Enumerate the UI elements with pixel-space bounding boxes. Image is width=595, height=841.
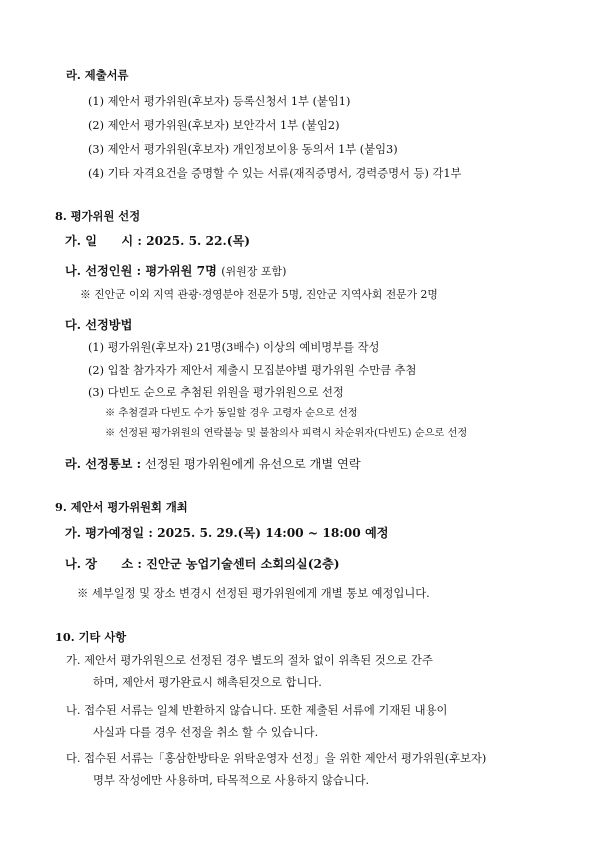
committee-date: 가. 평가예정일 : 2025. 5. 29.(목) 14:00 ~ 18:00 예정	[65, 526, 389, 540]
submission-item: (3) 제안서 평가위원(후보자) 개인정보이용 동의서 1부 (붙임3)	[88, 143, 398, 156]
submission-item: (1) 제안서 평가위원(후보자) 등록신청서 1부 (붙임1)	[88, 95, 351, 108]
submission-item: (4) 기타 자격요건을 증명할 수 있는 서류(재직증명서, 경력증명서 등) 각1부	[88, 167, 462, 180]
other-item-na-line2: 사실과 다를 경우 선정을 취소 할 수 있습니다.	[93, 726, 319, 739]
selection-count-label: 나. 선정인원 : 평가위원 7명	[65, 264, 217, 278]
submission-item: (2) 제안서 평가위원(후보자) 보안각서 1부 (붙임2)	[88, 119, 340, 132]
committee-note: ※ 세부일정 및 장소 변경시 선정된 평가위원에게 개별 통보 예정입니다.	[77, 587, 430, 600]
section-heading-9: 9. 제안서 평가위원회 개최	[55, 500, 188, 514]
selection-method-heading: 다. 선정방법	[65, 318, 133, 332]
selection-count	[65, 264, 286, 279]
other-item-ga-line1: 가. 제안서 평가위원으로 선정된 경우 별도의 절차 없이 위촉된 것으로 간주	[66, 654, 433, 667]
selection-method-note: ※ 선정된 평가위원의 연락불능 및 불참의사 피력시 차순위자(다빈도) 순으로 선정	[105, 428, 468, 439]
other-item-da-line1: 다. 접수된 서류는「홍삼한방타운 위탁운영자 선정」을 위한 제안서 평가위원(후보자)	[66, 752, 487, 765]
selection-notice-label: 라. 선정통보 :	[65, 457, 142, 471]
selection-method-item: (3) 다빈도 순으로 추첨된 위원을 평가위원으로 선정	[88, 386, 344, 399]
other-item-ga-line2: 하며, 제안서 평가완료시 해촉된것으로 합니다.	[93, 676, 322, 689]
selection-method-item: (2) 입찰 참가자가 제안서 제출시 모집분야별 평가위원 수만큼 추첨	[88, 364, 417, 377]
selection-notice-text: 선정된 평가위원에게 유선으로 개별 연락	[144, 457, 361, 471]
section-heading-10: 10. 기타 사항	[55, 630, 127, 644]
section-heading-submission-docs: 라. 제출서류	[66, 68, 129, 82]
committee-place: 나. 장 소 : 진안군 농업기술센터 소회의실(2층)	[65, 557, 340, 571]
section-heading-8: 8. 평가위원 선정	[55, 209, 141, 223]
other-item-na-line1: 나. 접수된 서류는 일체 반환하지 않습니다. 또한 제출된 서류에 기재된 내용이	[66, 704, 448, 717]
other-item-da-line2: 명부 작성에만 사용하며, 타목적으로 사용하지 않습니다.	[93, 774, 370, 787]
selection-count-note: (위원장 포함)	[221, 265, 287, 278]
selection-notice	[65, 457, 361, 471]
selection-method-item: (1) 평가위원(후보자) 21명(3배수) 이상의 예비명부를 작성	[88, 341, 380, 354]
selection-method-note: ※ 추첨결과 다빈도 수가 동일할 경우 고령자 순으로 선정	[105, 408, 358, 419]
selection-date: 가. 일 시 : 2025. 5. 22.(목)	[65, 234, 251, 248]
selection-count-sub: ※ 진안군 이외 지역 관광·경영분야 전문가 5명, 진안군 지역사회 전문가 2명	[80, 288, 438, 301]
